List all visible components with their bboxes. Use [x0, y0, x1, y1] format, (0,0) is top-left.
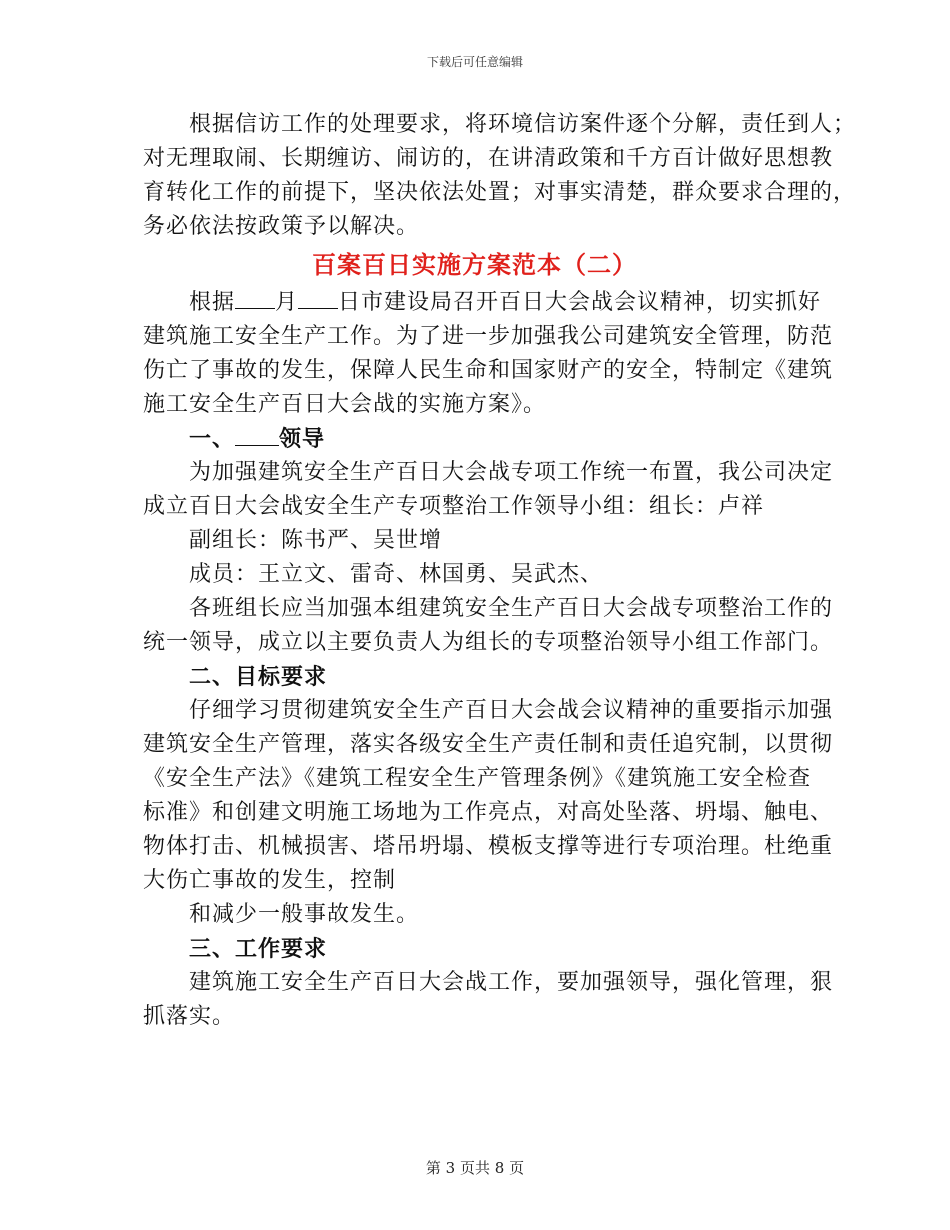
opening-line-2: 建筑施工安全生产工作。为了进一步加强我公司建筑安全管理，防范	[143, 324, 834, 349]
section2-line-1: 仔细学习贯彻建筑安全生产百日大会战会议精神的重要指示加强	[189, 698, 834, 723]
section1-line-6: 统一领导，成立以主要负责人为组长的专项整治领导小组工作部门。	[143, 630, 834, 655]
section1-prefix: 一、	[189, 426, 236, 452]
section2-line-7: 和减少一般事故发生。	[189, 902, 420, 927]
intro-line-4: 务必依法按政策予以解决。	[143, 214, 420, 239]
section1-line-2: 成立百日大会战安全生产专项整治工作领导小组：组长：卢祥	[143, 494, 765, 519]
opening-month: 月	[275, 290, 299, 315]
section1-line-5: 各班组长应当加强本组建筑安全生产百日大会战专项整治工作的	[189, 596, 834, 621]
section2-line-6: 大伤亡事故的发生，控制	[143, 868, 397, 893]
document-title: 百案百日实施方案范本（二）	[312, 250, 637, 279]
section3-heading: 三、工作要求	[189, 936, 328, 962]
section2-line-2: 建筑安全生产管理，落实各级安全生产责任制和责任追究制，以贯彻	[143, 732, 834, 757]
section1-suffix: 领导	[279, 426, 326, 452]
section1-heading	[143, 422, 806, 456]
opening-suffix: 日市建设局召开百日大会战会议精神，切实抓好	[338, 290, 822, 315]
section1-blank	[235, 425, 279, 446]
section3-line-1: 建筑施工安全生产百日大会战工作，要加强领导，强化管理，狠	[189, 970, 834, 995]
opening-line-1	[143, 286, 822, 320]
day-blank	[298, 288, 338, 309]
section2-line-4: 标准》和创建文明施工场地为工作亮点，对高处坠落、坍塌、触电、	[143, 800, 834, 825]
opening-line-3: 伤亡了事故的发生，保障人民生命和国家财产的安全，特制定《建筑	[143, 358, 834, 383]
intro-line-2: 对无理取闹、长期缠访、闹访的，在讲清政策和千方百计做好思想教	[143, 146, 834, 171]
page-number: 第 3 页共 8 页	[425, 1159, 525, 1177]
section1-line-1: 为加强建筑安全生产百日大会战专项工作统一布置，我公司决定	[189, 460, 834, 485]
section2-line-5: 物体打击、机械损害、塔吊坍塌、模板支撑等进行专项治理。杜绝重	[143, 834, 834, 859]
intro-line-3: 育转化工作的前提下，坚决依法处置；对事实清楚，群众要求合理的，	[143, 180, 857, 205]
section1-line-4: 成员：王立文、雷奇、林国勇、吴武杰、	[189, 562, 604, 587]
document-body	[143, 108, 857, 1034]
section2-heading: 二、目标要求	[189, 664, 328, 690]
page-header-note: 下载后可任意编辑	[426, 55, 523, 69]
intro-line-1: 根据信访工作的处理要求，将环境信访案件逐个分解，责任到人；	[189, 112, 857, 137]
section2-line-3: 《安全生产法》《建筑工程安全生产管理条例》《建筑施工安全检查	[143, 766, 812, 791]
opening-prefix: 根据	[189, 290, 236, 315]
section3-line-2: 抓落实。	[143, 1004, 236, 1029]
month-blank	[235, 288, 275, 309]
section1-line-3: 副组长：陈书严、吴世增	[189, 528, 443, 553]
opening-line-4: 施工安全生产百日大会战的实施方案》。	[143, 392, 547, 417]
